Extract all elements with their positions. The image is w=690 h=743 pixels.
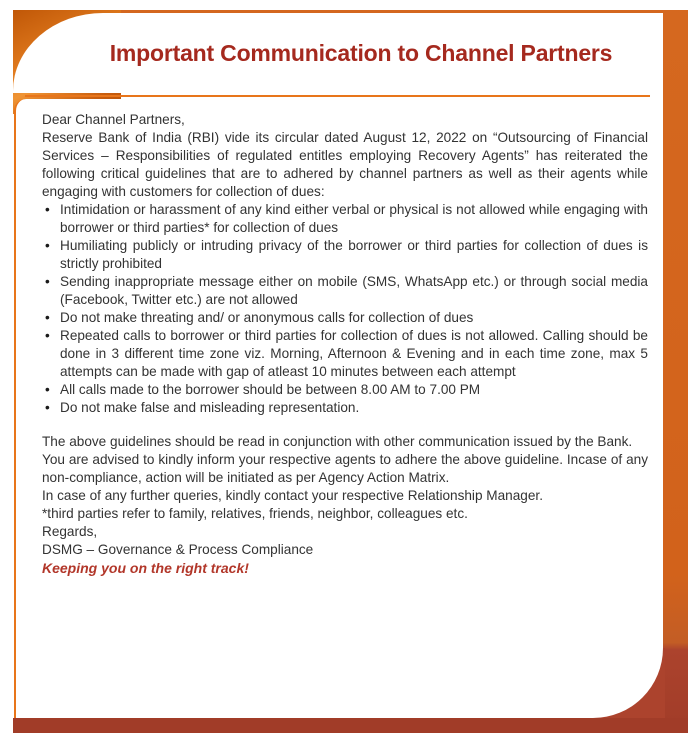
third-parties-footnote: *third parties refer to family, relatives, friends, neighbor, colleagues etc.: [42, 506, 468, 521]
note-conjunction: The above guidelines should be read in conjunction with other communication issued by the Bank.: [42, 434, 633, 449]
signature-line: DSMG – Governance & Process Compliance: [42, 542, 314, 557]
right-border-bar: [663, 10, 688, 733]
salutation: Dear Channel Partners,: [42, 112, 185, 127]
regards-line: Regards,: [42, 524, 98, 539]
header-band: [13, 13, 663, 93]
page-title: Important Communication to Channel Partners: [109, 39, 613, 66]
note-advice: You are advised to kindly inform your respective agents to adhere the above guideline. Incase of any non-compliance, action will be initiated as per Agency Action Matrix.: [42, 452, 648, 485]
guideline-item: • Do not make threating and/ or anonymous calls for collection of dues: [42, 309, 648, 327]
tagline: Keeping you on the right track!: [42, 560, 249, 576]
intro-paragraph: Reserve Bank of India (RBI) vide its circular dated August 12, 2022 on “Outsourcing of Financial Services – Responsibilities of regulated entitles employing Recovery Agents” has reiterated the following critical guidelines that are to adhered by channel partners as well as their agents while engaging with customers for collection of dues:: [42, 130, 648, 199]
guideline-item: • All calls made to the borrower should be between 8.00 AM to 7.00 PM: [42, 381, 648, 399]
bottom-border-bar: [13, 718, 688, 733]
guideline-item: • Do not make false and misleading representation.: [42, 399, 648, 417]
guideline-item: • Intimidation or harassment of any kind either verbal or physical is not allowed while engaging with borrower or third parties* for collection of dues: [42, 201, 648, 237]
guideline-item: • Sending inappropriate message either on mobile (SMS, WhatsApp etc.) or through social media (Facebook, Twitter etc.) are not allowed: [42, 273, 648, 309]
guidelines-list: [42, 201, 648, 417]
guideline-item: • Repeated calls to borrower or third parties for collection of dues is not allowed. Calling should be done in 3 different time zone viz. Morning, Afternoon & Evening and in each time zone, max 5 attempts can be made with gap of atleast 10 minutes between each attempt: [42, 327, 648, 381]
guideline-item: • Humiliating publicly or intruding privacy of the borrower or third parties for collection of dues is strictly prohibited: [42, 237, 648, 273]
header-divider-line: [25, 95, 650, 97]
letter-body: [14, 99, 663, 718]
note-queries: In case of any further queries, kindly contact your respective Relationship Manager.: [42, 488, 543, 503]
